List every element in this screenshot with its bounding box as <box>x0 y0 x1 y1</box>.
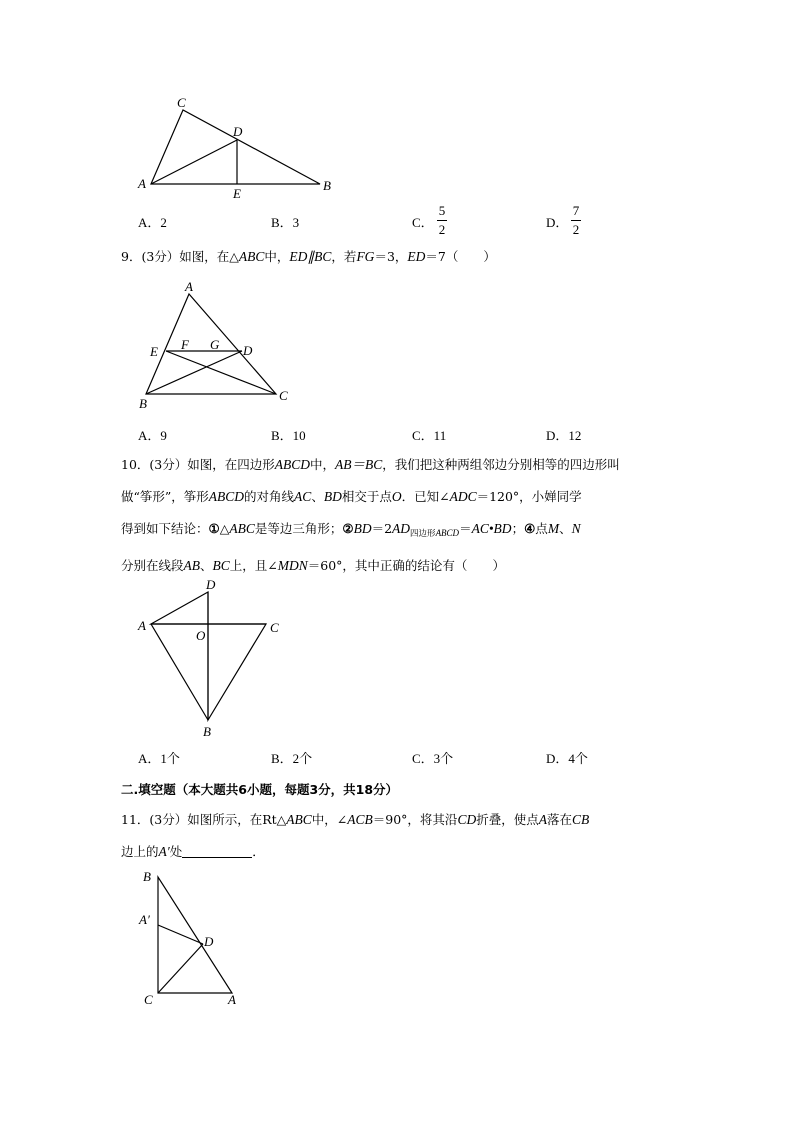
q11-text: 中，∠ <box>311 812 348 827</box>
label-c: C <box>279 388 288 403</box>
q11-text: 落在 <box>546 812 572 827</box>
triangle-abc <box>158 877 232 993</box>
q10-subscript <box>410 529 459 539</box>
section-2-heading: 二.填空题（本大题共6小题，每题3分，共18分） <box>121 782 399 797</box>
label-c: C <box>177 95 186 110</box>
q10-option-c[interactable]: C．3个 <box>412 751 454 766</box>
q9-text: 9．(3分）如图，在△ <box>121 249 239 264</box>
q10-text: 相交于点 <box>341 489 392 504</box>
q9-text: ＝3， <box>374 249 408 264</box>
q10-text: 是等边三角形； <box>254 521 343 536</box>
q8-option-d-numerator: 7 <box>572 203 580 218</box>
label-d: D <box>204 934 214 949</box>
label-a: A <box>138 176 146 191</box>
label-a: A <box>138 618 146 633</box>
q10-o: O <box>391 489 402 504</box>
label-b: B <box>139 396 147 411</box>
segment-cd <box>158 944 203 993</box>
figure-q10-kite <box>130 575 290 743</box>
q9-text: 中， <box>264 249 290 264</box>
q10-mdn: MDN <box>277 558 308 573</box>
q10-bd: BD <box>323 489 342 504</box>
q10-text: ； <box>511 521 525 536</box>
segment-bd <box>146 351 242 394</box>
q10-text: ，我们把这种两组邻边分别相等的四边形叫 <box>382 457 620 472</box>
q10-line-1 <box>121 449 681 481</box>
q11-abc: ABC <box>286 812 312 827</box>
question-11 <box>121 804 681 868</box>
q11-text: ＝90°，将其沿 <box>372 812 458 827</box>
label-a-prime: A′ <box>139 912 150 927</box>
q9-option-a[interactable]: A．9 <box>138 428 167 443</box>
q11-line-1 <box>121 804 681 836</box>
q10-text: 、 <box>200 558 213 573</box>
q10-text: ＝ <box>459 521 472 536</box>
q10-subscript-text: 四边形 <box>410 529 436 539</box>
question-9 <box>121 241 681 273</box>
q10-text: ＝60°，其中正确的结论有（ ） <box>307 558 505 573</box>
q11-text: 边上的 <box>121 844 159 859</box>
question-10 <box>121 449 681 582</box>
label-g: G <box>210 337 220 352</box>
q10-text: 点 <box>535 521 548 536</box>
label-b: B <box>203 724 211 739</box>
q10-abcd: ABCD <box>208 489 245 504</box>
q8-option-c-fraction <box>437 204 447 237</box>
q11-text: 处 <box>169 844 183 859</box>
q8-option-d-denominator: 2 <box>572 222 580 237</box>
label-b: B <box>323 178 331 193</box>
q8-option-c-numerator: 5 <box>438 203 446 218</box>
q10-ab: AB <box>183 558 201 573</box>
q10-text: ＝120°，小婵同学 <box>476 489 582 504</box>
q9-option-c[interactable]: C．11 <box>412 428 447 443</box>
q8-option-c-denominator: 2 <box>438 222 446 237</box>
q11-text: 折叠，使点 <box>476 812 539 827</box>
q10-option-a[interactable]: A．1个 <box>138 751 180 766</box>
q8-option-d-label: D． <box>546 215 569 230</box>
figure-q8-triangle <box>130 90 350 202</box>
q10-text: 、 <box>559 521 572 536</box>
q10-text: ＝2 <box>371 521 393 536</box>
q9-text: ＝7（ ） <box>425 249 496 264</box>
q11-cd: CD <box>457 812 477 827</box>
q10-text: 做“筝形”，筝形 <box>121 489 209 504</box>
q10-bd: BD <box>353 521 372 536</box>
q9-fg: FG <box>356 249 375 264</box>
q8-option-b[interactable]: B．3 <box>271 215 300 230</box>
triangle-abc <box>151 110 320 184</box>
q10-circle-1: ① <box>208 521 220 536</box>
q10-text: 10．(3分）如图，在四边形 <box>121 457 275 472</box>
label-d: D <box>206 577 216 592</box>
q9-option-b[interactable]: B．10 <box>271 428 306 443</box>
label-e: E <box>233 186 241 201</box>
q11-a-prime: A′ <box>158 844 170 859</box>
q9-ed-parallel-bc: ED∥BC <box>289 249 332 264</box>
q10-adc: ADC <box>449 489 477 504</box>
q10-circle-4: ④ <box>524 521 536 536</box>
q11-acb: ACB <box>347 812 373 827</box>
q10-ad: AD <box>392 521 411 536</box>
q10-text: 中， <box>310 457 336 472</box>
q10-text: 分别在线段 <box>121 558 184 573</box>
q8-option-c-label: C． <box>412 215 434 230</box>
label-c: C <box>144 992 153 1007</box>
q10-text: 得到如下结论： <box>121 521 209 536</box>
q10-line-2 <box>121 481 681 513</box>
q10-line-3 <box>121 513 681 550</box>
q10-ac: AC <box>294 489 312 504</box>
figure-q9-triangle <box>135 277 305 413</box>
segment-a-prime-d <box>158 925 203 944</box>
q10-text: 的对角线 <box>244 489 295 504</box>
label-a: A <box>228 992 236 1007</box>
segment-ad <box>151 140 237 184</box>
q9-ed: ED <box>407 249 426 264</box>
q11-a: A <box>538 812 547 827</box>
q11-cb: CB <box>571 812 590 827</box>
label-e: E <box>150 344 158 359</box>
label-o: O <box>196 628 206 643</box>
q8-option-a[interactable]: A．2 <box>138 215 167 230</box>
q11-text: ． <box>252 844 265 859</box>
q9-option-d[interactable]: D．12 <box>546 428 582 443</box>
label-d: D <box>233 124 243 139</box>
q10-circle-2: ② <box>342 521 354 536</box>
q8-option-d[interactable] <box>546 212 568 231</box>
q8-option-d-fraction <box>571 204 581 237</box>
label-d: D <box>243 343 253 358</box>
q10-text: 上，且∠ <box>229 558 278 573</box>
label-b: B <box>143 869 151 884</box>
q10-abcd: ABCD <box>274 457 310 472</box>
label-f: F <box>181 337 189 352</box>
q10-subscript-abcd: ABCD <box>435 528 460 538</box>
label-c: C <box>270 620 279 635</box>
q10-ac-bd: AC•BD <box>471 521 512 536</box>
q10-m: M <box>547 521 560 536</box>
q10-option-d[interactable]: D．4个 <box>546 751 588 766</box>
q11-text: 11．(3分）如图所示，在Rt△ <box>121 812 287 827</box>
q10-n: N <box>571 521 581 536</box>
q10-text: ．已知∠ <box>401 489 450 504</box>
q9-abc: ABC <box>238 249 265 264</box>
q10-ab-eq-bc: AB＝BC <box>335 457 383 472</box>
q11-answer-blank[interactable] <box>182 843 252 858</box>
q9-text: ，若 <box>331 249 357 264</box>
q8-option-c[interactable] <box>412 212 434 231</box>
q10-option-b[interactable]: B．2个 <box>271 751 313 766</box>
figure-q11-right-triangle <box>135 862 255 1012</box>
segment-ec <box>166 351 276 394</box>
q10-bc: BC <box>212 558 230 573</box>
q10-text: 、 <box>311 489 324 504</box>
q10-abc: ABC <box>229 521 255 536</box>
q10-text: △ <box>219 521 230 536</box>
label-a: A <box>185 279 193 294</box>
